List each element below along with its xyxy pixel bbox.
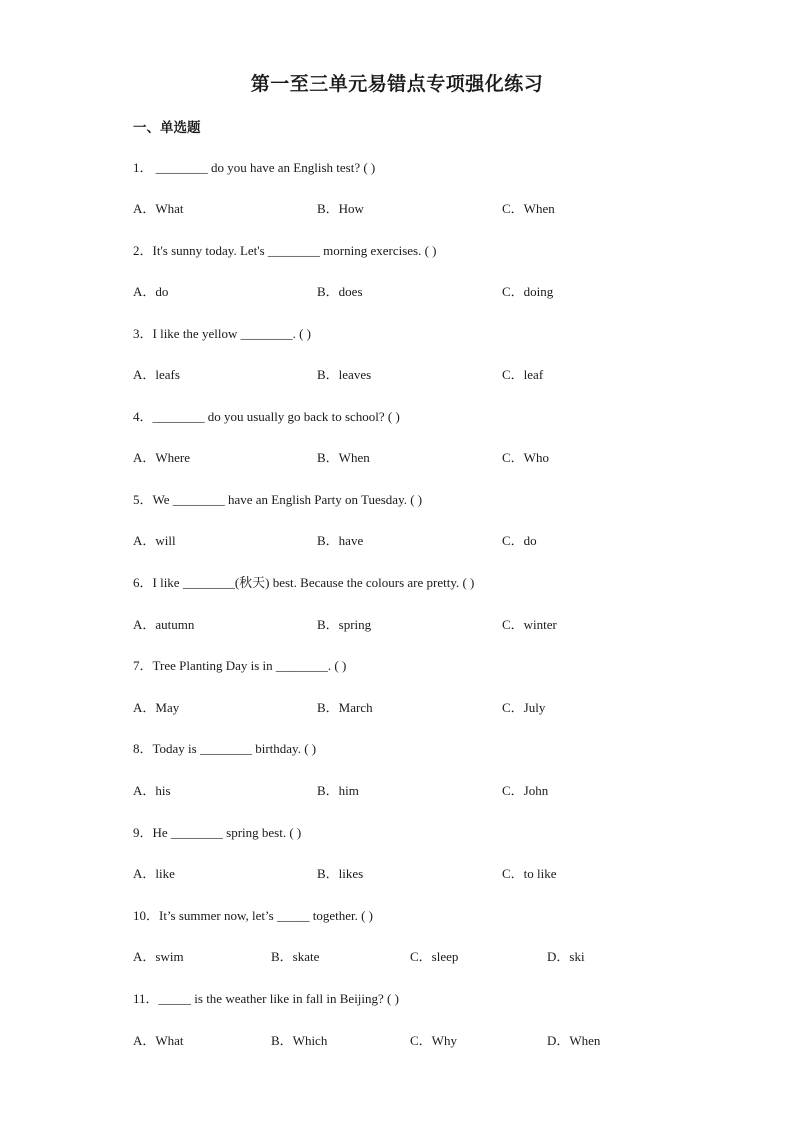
option-a[interactable]: A．autumn — [133, 617, 195, 632]
options-2 — [133, 281, 733, 301]
option-d[interactable]: D．When — [547, 1033, 601, 1048]
option-b[interactable]: B．does — [317, 284, 363, 299]
option-a[interactable]: A．like — [133, 866, 175, 881]
question-5: 5．We ________ have an English Party on Tuesday. ( ) — [133, 492, 423, 507]
option-a[interactable]: A．leafs — [133, 367, 180, 382]
option-a[interactable]: A．What — [133, 201, 184, 216]
options-1 — [133, 198, 733, 218]
option-d[interactable]: D．ski — [547, 949, 585, 964]
page-title: 第一至三单元易错点专项强化练习 — [250, 73, 544, 95]
option-b[interactable]: B．have — [317, 533, 364, 548]
option-b[interactable]: B．skate — [271, 949, 320, 964]
option-a[interactable]: A．his — [133, 783, 171, 798]
option-a[interactable]: A．do — [133, 284, 169, 299]
option-c[interactable]: C．sleep — [410, 949, 459, 964]
question-4: 4．________ do you usually go back to school? ( ) — [133, 409, 400, 424]
option-a[interactable]: A．What — [133, 1033, 184, 1048]
options-10 — [133, 946, 733, 966]
options-4 — [133, 447, 733, 467]
option-c[interactable]: C．Who — [502, 450, 549, 465]
option-a[interactable]: A．will — [133, 533, 176, 548]
option-b[interactable]: B．March — [317, 700, 373, 715]
question-8: 8．Today is ________ birthday. ( ) — [133, 741, 317, 756]
option-a[interactable]: A．May — [133, 700, 180, 715]
question-3: 3．I like the yellow ________. ( ) — [133, 326, 311, 341]
options-7 — [133, 697, 733, 717]
option-b[interactable]: B．When — [317, 450, 370, 465]
options-9 — [133, 863, 733, 883]
option-b[interactable]: B．likes — [317, 866, 364, 881]
question-1: 1． ________ do you have an English test? ( ) — [133, 160, 376, 175]
option-a[interactable]: A．swim — [133, 949, 184, 964]
options-5 — [133, 530, 733, 550]
option-b[interactable]: B．leaves — [317, 367, 372, 382]
options-6 — [133, 614, 733, 634]
option-a[interactable]: A．Where — [133, 450, 191, 465]
option-c[interactable]: C．When — [502, 201, 555, 216]
options-11 — [133, 1030, 733, 1050]
question-6: 6．I like ________(秋天) best. Because the colours are pretty. ( ) — [133, 575, 475, 590]
section-heading: 一、单选题 — [133, 120, 201, 136]
option-c[interactable]: C．to like — [502, 866, 557, 881]
question-2: 2．It's sunny today. Let's ________ morning exercises. ( ) — [133, 243, 437, 258]
option-c[interactable]: C．July — [502, 700, 546, 715]
option-b[interactable]: B．Which — [271, 1033, 328, 1048]
question-10: 10．It’s summer now, let’s _____ together. ( ) — [133, 908, 373, 923]
option-c[interactable]: C．Why — [410, 1033, 457, 1048]
option-c[interactable]: C．leaf — [502, 367, 544, 382]
options-8 — [133, 780, 733, 800]
question-7: 7．Tree Planting Day is in ________. ( ) — [133, 658, 347, 673]
options-3 — [133, 364, 733, 384]
question-9: 9．He ________ spring best. ( ) — [133, 825, 302, 840]
option-c[interactable]: C．winter — [502, 617, 557, 632]
option-b[interactable]: B．him — [317, 783, 359, 798]
option-b[interactable]: B．How — [317, 201, 364, 216]
option-c[interactable]: C．do — [502, 533, 537, 548]
option-c[interactable]: C．doing — [502, 284, 554, 299]
question-11: 11．_____ is the weather like in fall in Beijing? ( ) — [133, 991, 399, 1006]
option-c[interactable]: C．John — [502, 783, 549, 798]
option-b[interactable]: B．spring — [317, 617, 372, 632]
